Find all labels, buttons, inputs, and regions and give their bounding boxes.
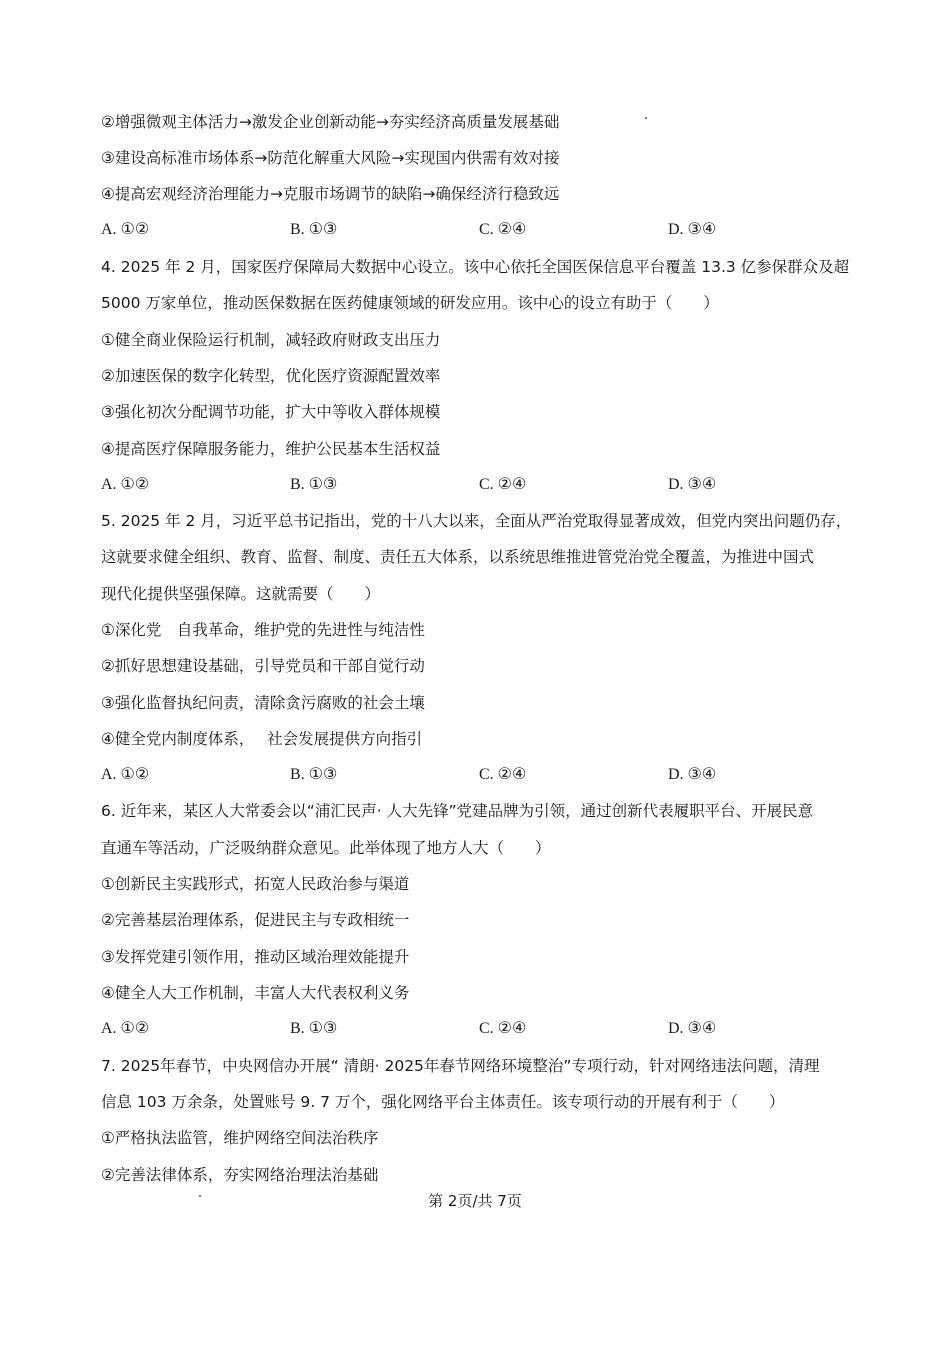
q4-item-2: ②加速医保的数字化转型，优化医疗资源配置效率 xyxy=(101,367,441,385)
q4-item-1: ①健全商业保险运行机制，减轻政府财政支出压力 xyxy=(101,331,441,349)
option-d: D. ③④ xyxy=(668,1020,717,1037)
q5-item-4: ④健全党内制度体系， 社会发展提供方向指引 xyxy=(101,730,423,748)
option-b: B. ①③ xyxy=(290,476,338,493)
q6-options xyxy=(101,1019,821,1039)
option-c: C. ②④ xyxy=(479,476,527,493)
q7-item-1: ①严格执法监管，维护网络空间法治秩序 xyxy=(101,1129,379,1147)
q7-item-2: ②完善法律体系，夯实网络治理法治基础 xyxy=(101,1166,379,1184)
q3-item-4: ④提高宏观经济治理能力→克服市场调节的缺陷→确保经济行稳致远 xyxy=(101,185,560,203)
q3-item-2: ②增强微观主体活力→激发企业创新动能→夯实经济高质量发展基础 xyxy=(101,113,560,131)
option-a: A. ①② xyxy=(101,1020,150,1037)
q5-item-1: ①深化党 自我革命，维护党的先进性与纯洁性 xyxy=(101,621,425,639)
q4-item-3: ③强化初次分配调节功能，扩大中等收入群体规模 xyxy=(101,403,441,421)
q4-options xyxy=(101,475,821,495)
q3-options xyxy=(101,220,821,240)
q6-item-3: ③发挥党建引领作用，推动区域治理效能提升 xyxy=(101,948,410,966)
q4-stem-line-1: 4. 2025 年 2 月，国家医疗保障局大数据中心设立。该中心依托全国医保信息平台覆盖 13.3 亿参保群众及超 xyxy=(101,258,850,276)
q5-item-3: ③强化监督执纪问责，清除贪污腐败的社会土壤 xyxy=(101,694,425,712)
q5-stem-line-2: 这就要求健全组织、教育、监督、制度、责任五大体系，以系统思维推进管党治党全覆盖，为推进中国式 xyxy=(101,548,815,566)
option-c: C. ②④ xyxy=(479,766,527,783)
q7-stem-line-1: 7. 2025年春节，中央网信办开展“ 清朗· 2025年春节网络环境整治”专项行动，针对网络违法问题，清理 xyxy=(101,1057,820,1075)
q6-item-4: ④健全人大工作机制，丰富人大代表权利义务 xyxy=(101,984,410,1002)
q5-item-2: ②抓好思想建设基础，引导党员和干部自觉行动 xyxy=(101,657,425,675)
option-d: D. ③④ xyxy=(668,221,717,238)
option-b: B. ①③ xyxy=(290,221,338,238)
option-a: A. ①② xyxy=(101,766,150,783)
q3-item-3: ③建设高标准市场体系→防范化解重大风险→实现国内供需有效对接 xyxy=(101,149,560,167)
q6-stem-line-2: 直通车等活动，广泛吸纳群众意见。此举体现了地方人大（ ） xyxy=(101,839,551,857)
option-c: C. ②④ xyxy=(479,1020,527,1037)
q5-options xyxy=(101,765,821,785)
q5-stem-line-1: 5. 2025 年 2 月，习近平总书记指出，党的十八大以来，全面从严治党取得显著成效，但党内突出问题仍存， xyxy=(101,512,852,530)
q4-stem-line-2: 5000 万家单位，推动医保数据在医药健康领域的研发应用。该中心的设立有助于（ ） xyxy=(101,294,719,312)
option-b: B. ①③ xyxy=(290,1020,338,1037)
q4-item-4: ④提高医疗保障服务能力，维护公民基本生活权益 xyxy=(101,440,441,458)
q6-item-2: ②完善基层治理体系，促进民主与专政相统一 xyxy=(101,911,410,929)
q7-stem-line-2: 信息 103 万余条，处置账号 9. 7 万个，强化网络平台主体责任。该专项行动的开展有利于（ ） xyxy=(101,1093,785,1111)
q5-stem-line-3: 现代化提供坚强保障。这就需要（ ） xyxy=(101,585,381,603)
option-d: D. ③④ xyxy=(668,766,717,783)
page-footer: 第 2页/共 7页 xyxy=(428,1192,522,1210)
option-a: A. ①② xyxy=(101,476,150,493)
scan-dot xyxy=(645,117,647,119)
option-d: D. ③④ xyxy=(668,476,717,493)
option-c: C. ②④ xyxy=(479,221,527,238)
option-a: A. ①② xyxy=(101,221,150,238)
option-b: B. ①③ xyxy=(290,766,338,783)
q6-stem-line-1: 6. 近年来，某区人大常委会以“浦汇民声· 人大先锋”党建品牌为引领，通过创新代表履职平台、开展民意 xyxy=(101,802,814,820)
q6-item-1: ①创新民主实践形式，拓宽人民政治参与渠道 xyxy=(101,875,410,893)
